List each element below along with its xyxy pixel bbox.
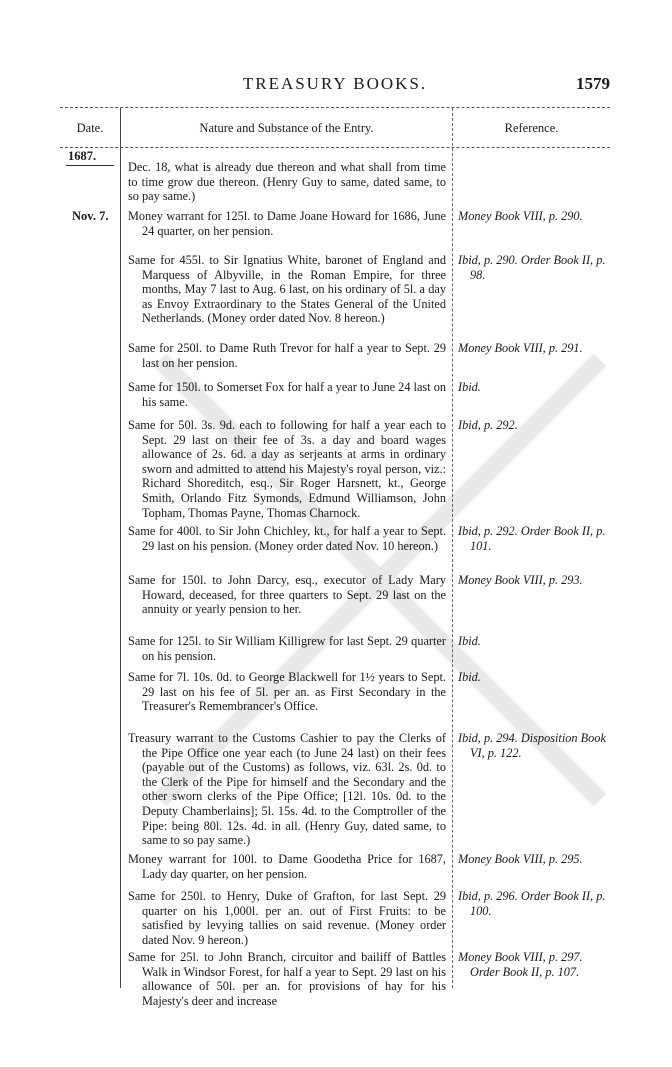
table-header-rule [60, 147, 610, 148]
entry-reference: Ibid, p. 290. Order Book II, p. 98. [458, 253, 606, 282]
entry-reference: Ibid, p. 296. Order Book II, p. 100. [458, 889, 606, 918]
running-head: TREASURY BOOKS. [242, 74, 428, 93]
year-label: 1687. [68, 149, 97, 163]
entry-nature: Same for 25l. to John Branch, circuitor and bailiff of Battles Walk in Windsor Forest, for half a year to Sept. 29 last on his allowance of 50l. per an. for provisions of hay for his Majesty's deer and increase [128, 950, 446, 1008]
entry-nature: Same for 455l. to Sir Ignatius White, baronet of England and Marquess of Albyville, in the Roman Empire, for three months, May 7 last to Aug. 6 last, on his ordinary of 5l. a day as Envoy Extraordinary to the States General of the United Netherlands. (Money order dated Nov. 8 hereon.) [128, 253, 446, 326]
entry-reference: Money Book VIII, p. 291. [458, 341, 583, 355]
entry-reference: Money Book VIII, p. 295. [458, 852, 583, 866]
column-header-date: Date. [76, 121, 104, 135]
entry-nature: Same for 125l. to Sir William Killigrew for last Sept. 29 quarter on his pension. [128, 634, 446, 663]
entry-nature: Same for 150l. to John Darcy, esq., executor of Lady Mary Howard, deceased, for three quarters to Sept. 29 last on the annuity or yearly pension to her. [128, 573, 446, 617]
entry-reference: Ibid, p. 294. Disposition Book VI, p. 122. [458, 731, 606, 760]
page-number: 1579 [576, 74, 610, 93]
entry-nature: Money warrant for 125l. to Dame Joane Howard for 1686, June 24 quarter, on her pension. [128, 209, 446, 238]
entry-nature: Same for 400l. to Sir John Chichley, kt., for half a year to Sept. 29 last on his pension. (Money order dated Nov. 10 hereon.) [128, 524, 446, 553]
entry-reference: Ibid, p. 292. Order Book II, p. 101. [458, 524, 606, 553]
entry-reference: Money Book VIII, p. 297. Order Book II, p. 107. [458, 950, 583, 979]
entry-reference: Ibid. [458, 380, 481, 394]
table-top-rule [60, 107, 610, 108]
entry-reference: Ibid. [458, 670, 481, 684]
entry-reference: Money Book VIII, p. 290. [458, 209, 583, 223]
column-divider-reference [452, 108, 453, 988]
column-header-nature: Nature and Substance of the Entry. [199, 121, 374, 135]
entry-reference: Money Book VIII, p. 293. [458, 573, 583, 587]
entry-nature: Treasury warrant to the Customs Cashier to pay the Clerks of the Pipe Office one year each (to June 24 last) on their fees (payable out of the Customs) as follows, viz. 63l. 2s. 0d. to the Clerk of the Pipe for himself and the Secondary and the other sworn clerks of the Pipe Office; [12l. 10s. 0d. to the Deputy Chamberlains]; 5l. 15s. 4d. to the Comptroller of the Pipe: being 80l. 12s. 4d. in all. (Henry Guy, dated same, to same to so pay same.) [128, 731, 446, 848]
year-underline [66, 165, 114, 166]
entry-nature: Same for 7l. 10s. 0d. to George Blackwell for 1½ years to Sept. 29 last on his fee of 5l. per an. as First Secondary in the Treasurer's Remembrancer's Office. [128, 670, 446, 714]
entry-nature: Dec. 18, what is already due thereon and what shall from time to time grow due thereon. (Henry Guy to same, dated same, to so pay same.) [128, 160, 446, 204]
column-divider-date [120, 108, 121, 988]
entry-nature: Same for 150l. to Somerset Fox for half a year to June 24 last on his same. [128, 380, 446, 409]
entry-nature: Same for 250l. to Dame Ruth Trevor for half a year to Sept. 29 last on her pension. [128, 341, 446, 370]
entry-nature: Same for 250l. to Henry, Duke of Grafton, for last Sept. 29 quarter on his 1,000l. per an. out of First Fruits: to be satisfied by levying tallies on said revenue. (Money order dated Nov. 9 hereon.) [128, 889, 446, 947]
entry-reference: Ibid. [458, 634, 481, 648]
column-header-reference: Reference. [504, 121, 559, 135]
page-header [60, 74, 610, 98]
entry-reference: Ibid, p. 292. [458, 418, 518, 432]
entry-date: Nov. 7. [72, 209, 109, 223]
entry-nature: Same for 50l. 3s. 9d. each to following for half a year each to Sept. 29 last on their fee of 3s. a day and board wages allowance of 2s. 6d. a day as serjeants at arms in ordinary sworn and admitted to attend his Majesty's royal person, viz.: Richard Shoreditch, esq., Sir Roger Harsnett, kt., George Smith, Orlando Fitz Symonds, Edmund Williamson, John Topham, Thomas Payne, Thomas Charnock. [128, 418, 446, 520]
entry-nature: Money warrant for 100l. to Dame Goodetha Price for 1687, Lady day quarter, on her pension. [128, 852, 446, 881]
